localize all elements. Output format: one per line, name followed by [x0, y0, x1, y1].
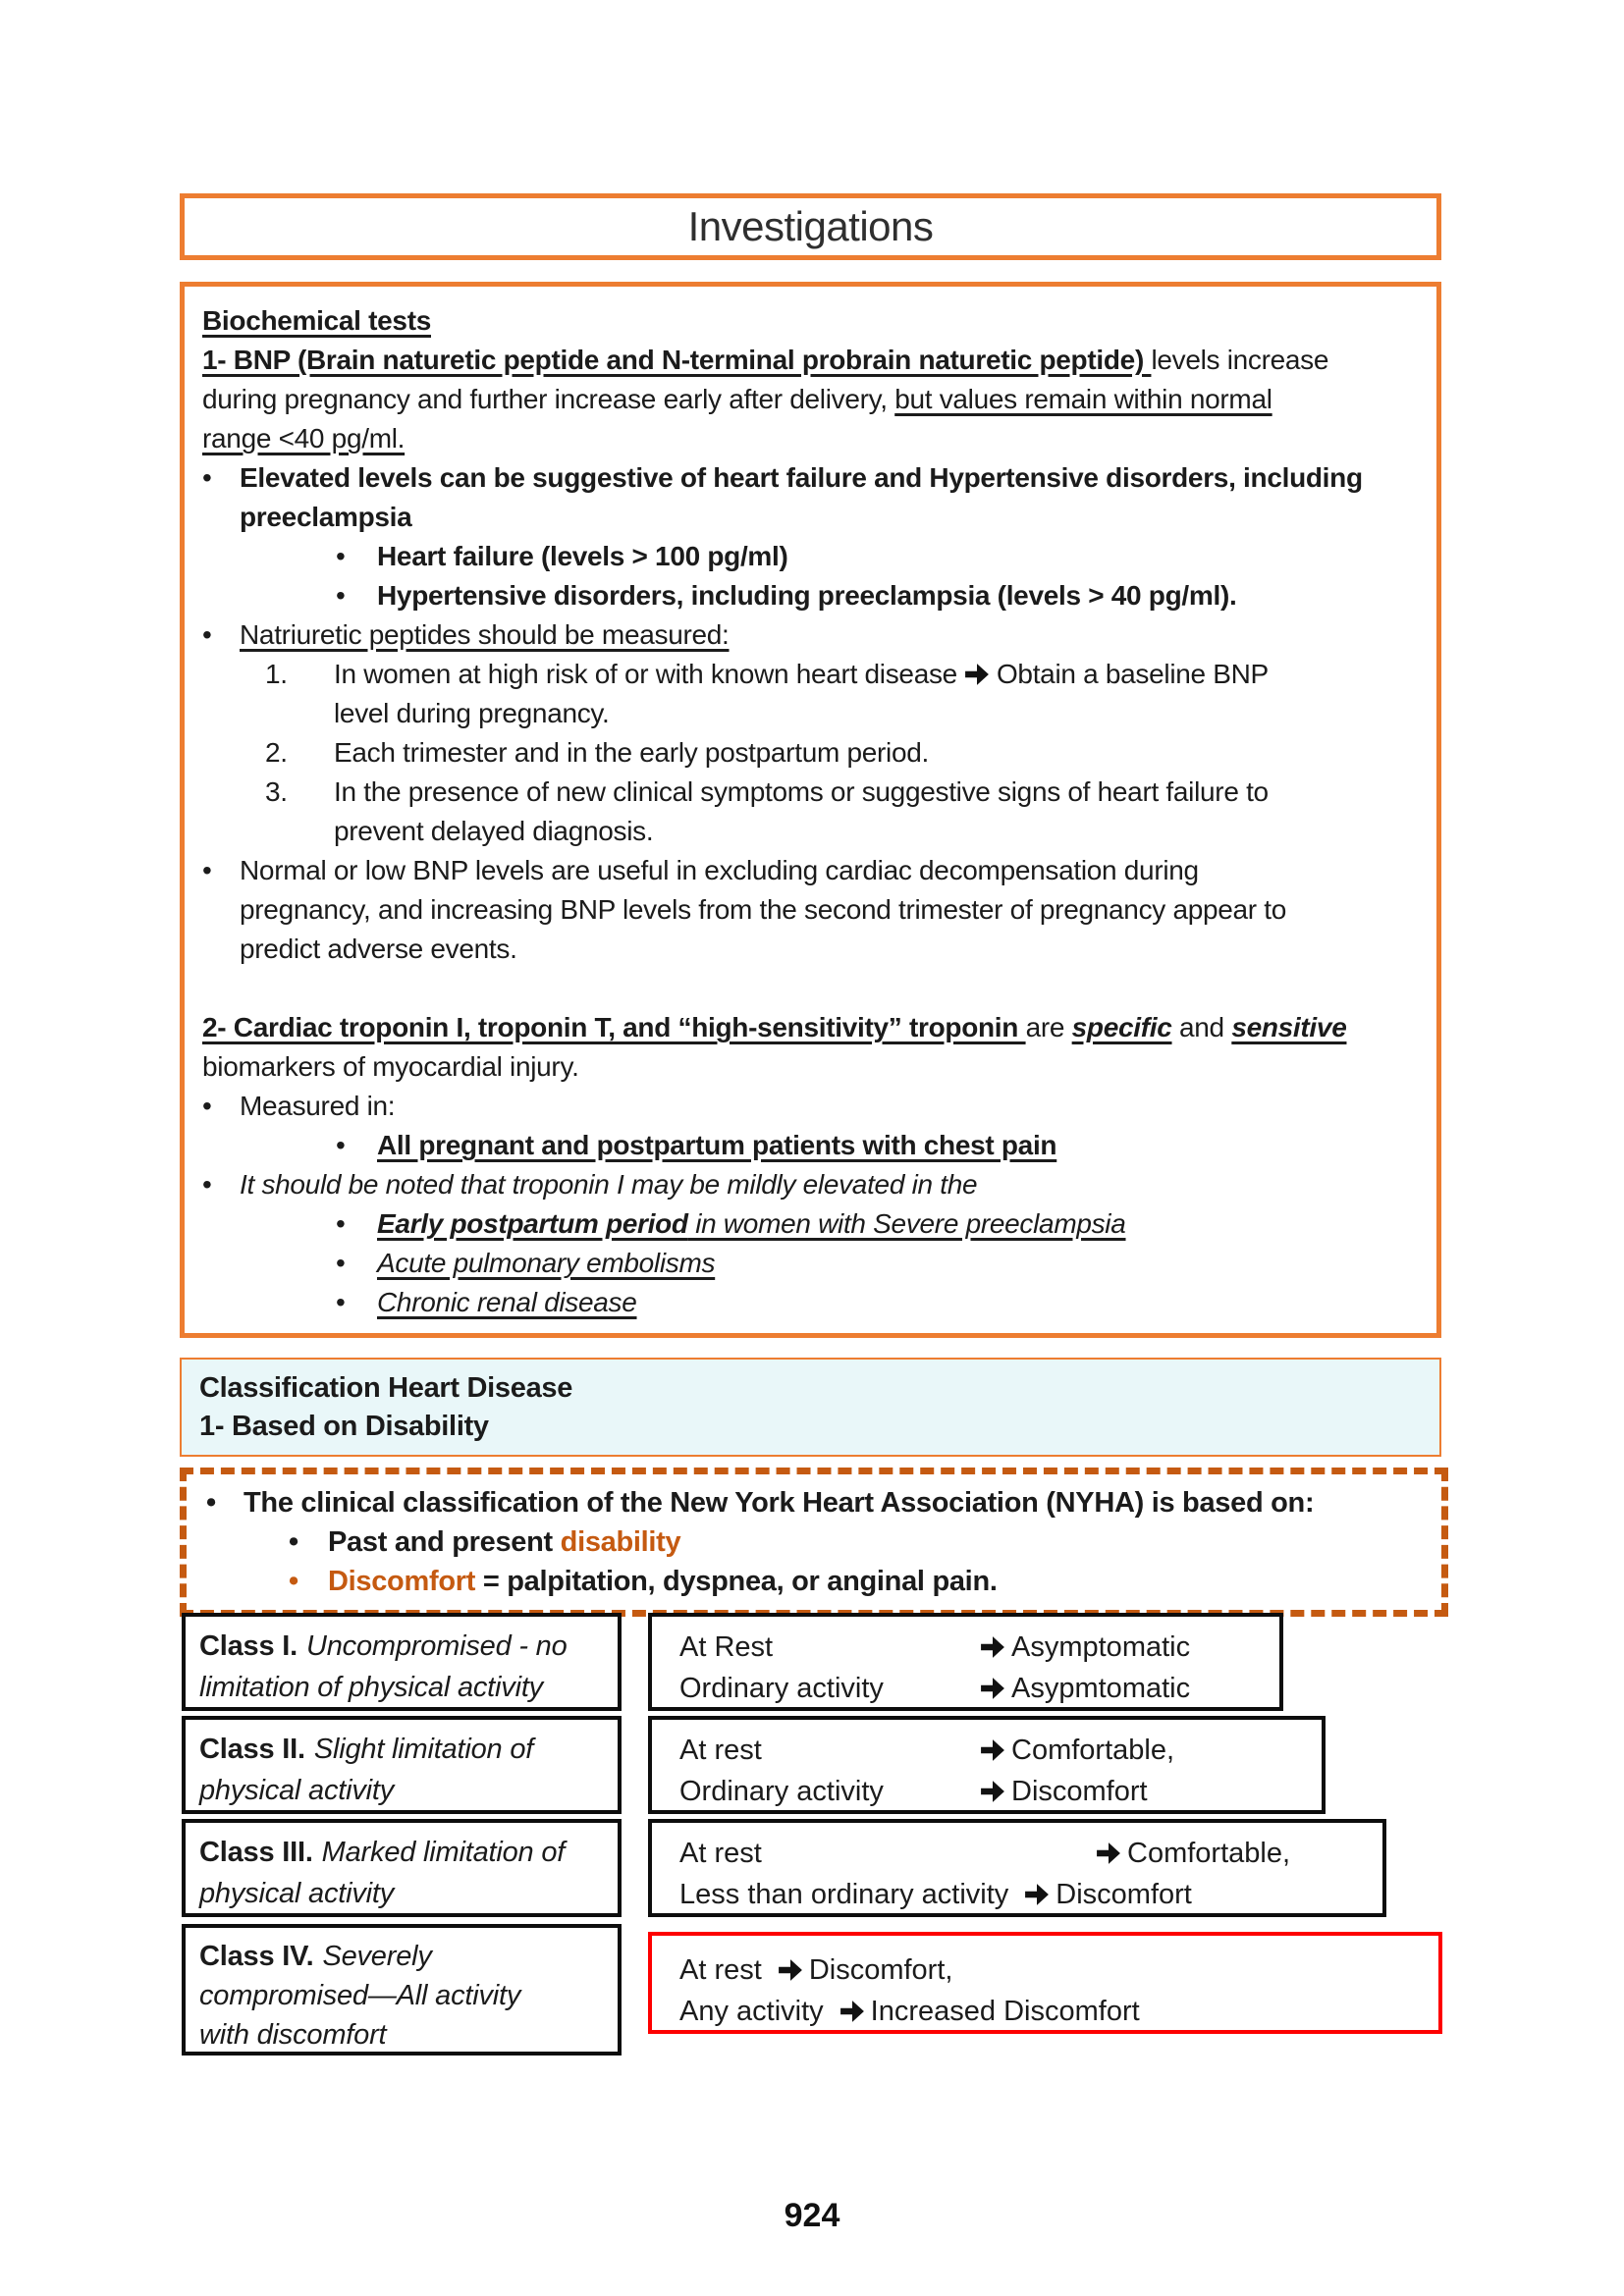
text-line: 3. In the presence of new clinical symptoms or suggestive signs of heart failure to [202, 773, 1421, 812]
text-line: 2. Each trimester and in the early postpartum period. [202, 733, 1421, 773]
classification-heading: Classification Heart Disease [199, 1372, 573, 1404]
text-line: preeclampsia [240, 502, 412, 532]
class-1-detail-box [648, 1613, 1283, 1711]
text-line: 1. In women at high risk of or with known heart disease Obtain a baseline BNP [202, 655, 1421, 694]
biochemical-tests-text [202, 301, 1421, 1322]
text-line: • Early postpartum period in women with Severe preeclampsia [202, 1204, 1421, 1244]
text-line: • Hypertensive disorders, including preeclampsia (levels > 40 pg/ml). [202, 576, 1421, 615]
class-3-title: Class III. Marked limitation of [199, 1837, 566, 1868]
text-line: • Discomfort = palpitation, dyspnea, or anginal pain. [187, 1562, 1441, 1601]
text-line: • Past and present disability [187, 1522, 1441, 1562]
text-line: predict adverse events. [240, 934, 517, 964]
bullet-marker: • [206, 1487, 216, 1519]
classification-banner [180, 1358, 1441, 1457]
arrow-right-icon [974, 1776, 1011, 1807]
class-4-detail-row: Any activity Increased Discomfort [679, 1996, 1140, 2027]
class-1-detail-row: At Rest Asymptomatic [679, 1631, 1191, 1663]
biochemical-tests-box [180, 282, 1441, 1338]
text-line: • Elevated levels can be suggestive of heart failure and Hypertensive disorders, including [202, 458, 1421, 498]
arrow-right-icon [772, 1954, 809, 1986]
text-line: • Measured in: [202, 1087, 1421, 1126]
text-line: • Natriuretic peptides should be measured: [202, 615, 1421, 655]
text-line: • The clinical classification of the New York Heart Association (NYHA) is based on: [187, 1483, 1441, 1522]
arrow-right-icon [974, 1735, 1011, 1766]
bullet-marker: • [336, 580, 346, 611]
text-line: • Chronic renal disease [202, 1283, 1421, 1322]
class-2-box: Class II. Slight limitation of physical activity [182, 1716, 622, 1814]
arrow-right-icon [974, 1631, 1011, 1663]
bullet-marker: • [289, 1566, 298, 1597]
bullet-marker: • [336, 541, 346, 571]
class-3-detail-row: At rest Comfortable, [679, 1838, 1291, 1869]
bullet-marker: • [202, 462, 212, 493]
bullet-marker: • [202, 619, 212, 650]
text-line: pregnancy, and increasing BNP levels from the second trimester of pregnancy appear to [240, 894, 1287, 925]
text-line: • Heart failure (levels > 100 pg/ml) [202, 537, 1421, 576]
bullet-marker: • [336, 1208, 346, 1239]
class-2-detail-box [648, 1716, 1326, 1814]
blank-line [202, 969, 1421, 1008]
bullet-marker: • [202, 1169, 212, 1200]
text-line: Biochemical tests [202, 305, 431, 336]
text-line: level during pregnancy. [334, 698, 610, 728]
classification-subheading: 1- Based on Disability [199, 1411, 489, 1442]
number-marker: 3. [265, 776, 288, 807]
class-2-detail-row: At rest Comfortable, [679, 1735, 1175, 1766]
class-2-detail-row: Ordinary activity Discomfort [679, 1776, 1148, 1807]
text-line: • All pregnant and postpartum patients with chest pain [202, 1126, 1421, 1165]
text-line: • Acute pulmonary embolisms [202, 1244, 1421, 1283]
arrow-right-icon [1018, 1879, 1056, 1910]
class-3-box: Class III. Marked limitation of physical activity [182, 1819, 622, 1917]
class-4-box: Class IV. Severely compromised—All activity with discomfort [182, 1924, 622, 2056]
page-number: 924 [784, 2197, 840, 2234]
text-line: during pregnancy and further increase early after delivery, but values remain within normal [202, 384, 1272, 414]
text-line: range <40 pg/ml. [202, 423, 406, 454]
class-1-box: Class I. Uncompromised - no limitation of physical activity [182, 1613, 622, 1711]
bullet-marker: • [289, 1526, 298, 1558]
class-1-detail-row: Ordinary activity Asypmtomatic [679, 1673, 1191, 1704]
nyha-text [187, 1483, 1441, 1601]
arrow-right-icon [1090, 1838, 1127, 1869]
text-line: • It should be noted that troponin I may be mildly elevated in the [202, 1165, 1421, 1204]
class-2-title: Class II. Slight limitation of [199, 1734, 534, 1765]
class-3-detail-box [648, 1819, 1386, 1917]
text-line: • Normal or low BNP levels are useful in excluding cardiac decompensation during [202, 851, 1421, 890]
page-title: Investigations [687, 203, 934, 249]
nyha-dashed-box [180, 1468, 1448, 1617]
text-line: biomarkers of myocardial injury. [202, 1051, 579, 1082]
bullet-marker: • [336, 1248, 346, 1278]
number-marker: 2. [265, 737, 288, 768]
class-4-detail-row: At rest Discomfort, [679, 1954, 953, 1986]
text-line: 1- BNP (Brain naturetic peptide and N-terminal probrain naturetic peptide) levels increase [202, 345, 1329, 375]
arrow-right-icon [974, 1673, 1011, 1704]
text-line: prevent delayed diagnosis. [334, 816, 654, 846]
arrow-right-icon [957, 659, 997, 689]
class-4-detail-box [648, 1932, 1442, 2034]
bullet-marker: • [202, 1091, 212, 1121]
investigations-title-box [180, 193, 1441, 260]
number-marker: 1. [265, 659, 288, 689]
class-1-title: Class I. Uncompromised - no [199, 1630, 568, 1662]
class-3-detail-row: Less than ordinary activity Discomfort [679, 1879, 1192, 1910]
bullet-marker: • [336, 1287, 346, 1317]
bullet-marker: • [336, 1130, 346, 1160]
text-line: 2- Cardiac troponin I, troponin T, and “high-sensitivity” troponin are specific and sensitive [202, 1012, 1347, 1042]
class-4-title: Class IV. Severely [199, 1941, 432, 1972]
arrow-right-icon [834, 1996, 871, 2027]
bullet-marker: • [202, 855, 212, 885]
